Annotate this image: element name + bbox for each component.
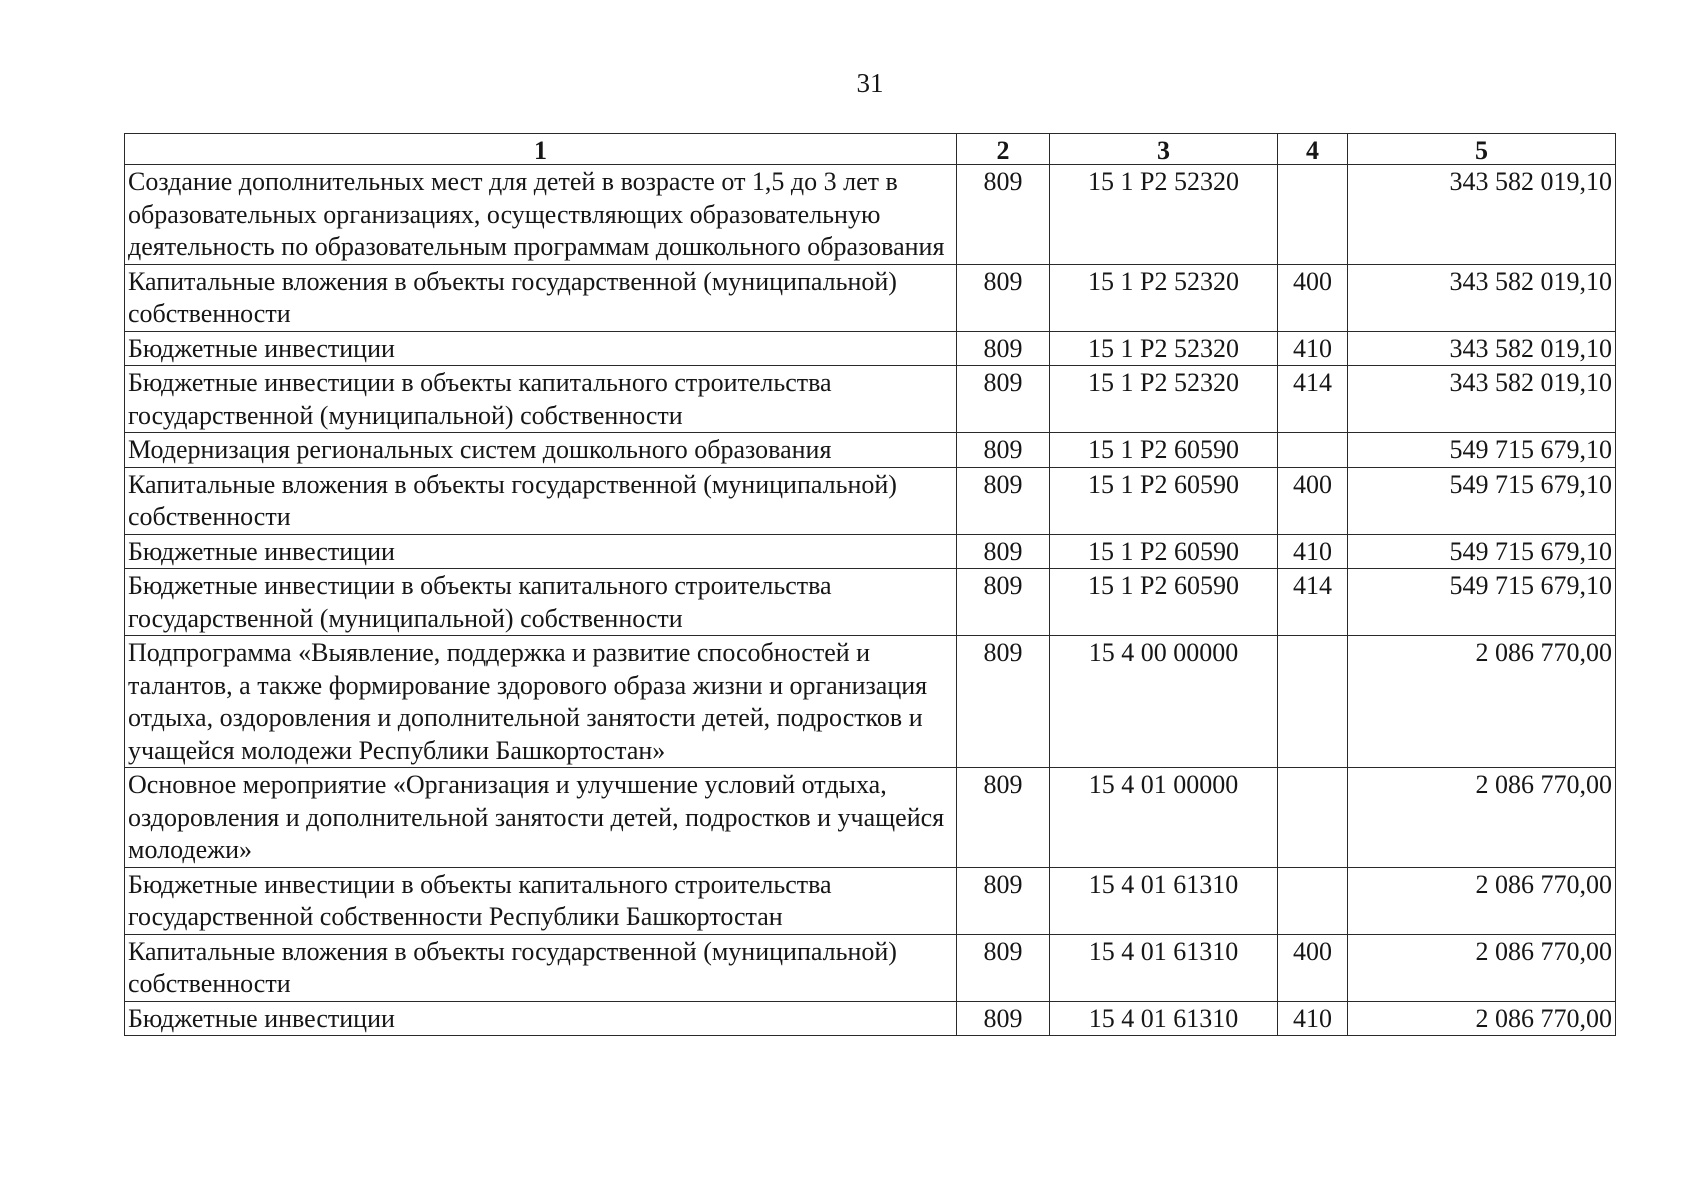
- row-target-code: 15 1 P2 52320: [1050, 264, 1278, 331]
- row-target-code: 15 1 P2 60590: [1050, 433, 1278, 468]
- header-col-1: 1: [125, 134, 957, 165]
- row-expense-type: 400: [1278, 264, 1348, 331]
- row-admin-code: 809: [957, 934, 1050, 1001]
- row-expense-type: 410: [1278, 1001, 1348, 1036]
- row-target-code: 15 4 01 61310: [1050, 934, 1278, 1001]
- row-name: Подпрограмма «Выявление, поддержка и развитие способностей и талантов, а также формирование здорового образа жизни и организация отдыха, оздоровления и дополнительной занятости детей, подростков и учащейся молодежи Республики Башкортостан»: [125, 636, 957, 768]
- row-target-code: 15 1 P2 52320: [1050, 366, 1278, 433]
- row-admin-code: 809: [957, 264, 1050, 331]
- table-row: [125, 433, 1616, 468]
- row-amount: 343 582 019,10: [1348, 331, 1616, 366]
- row-target-code: 15 1 P2 52320: [1050, 165, 1278, 265]
- table-row: [125, 1001, 1616, 1036]
- row-admin-code: 809: [957, 636, 1050, 768]
- row-amount: 2 086 770,00: [1348, 867, 1616, 934]
- table-row: [125, 467, 1616, 534]
- row-name: Бюджетные инвестиции: [125, 534, 957, 569]
- row-amount: 549 715 679,10: [1348, 569, 1616, 636]
- row-admin-code: 809: [957, 867, 1050, 934]
- row-target-code: 15 4 01 61310: [1050, 1001, 1278, 1036]
- row-expense-type: [1278, 165, 1348, 265]
- table-row: [125, 366, 1616, 433]
- table-row: [125, 264, 1616, 331]
- header-row: [125, 134, 1616, 165]
- table-row: [125, 165, 1616, 265]
- row-admin-code: 809: [957, 768, 1050, 868]
- row-admin-code: 809: [957, 1001, 1050, 1036]
- table-row: [125, 331, 1616, 366]
- row-expense-type: 414: [1278, 569, 1348, 636]
- row-name: Бюджетные инвестиции в объекты капитального строительства государственной собственности Республики Башкортостан: [125, 867, 957, 934]
- row-amount: 2 086 770,00: [1348, 768, 1616, 868]
- row-admin-code: 809: [957, 331, 1050, 366]
- row-admin-code: 809: [957, 467, 1050, 534]
- row-amount: 2 086 770,00: [1348, 636, 1616, 768]
- budget-table: [124, 133, 1616, 1036]
- row-amount: 2 086 770,00: [1348, 1001, 1616, 1036]
- header-col-4: 4: [1278, 134, 1348, 165]
- row-name: Капитальные вложения в объекты государственной (муниципальной) собственности: [125, 934, 957, 1001]
- row-name: Модернизация региональных систем дошкольного образования: [125, 433, 957, 468]
- row-amount: 549 715 679,10: [1348, 467, 1616, 534]
- row-expense-type: 414: [1278, 366, 1348, 433]
- row-amount: 343 582 019,10: [1348, 366, 1616, 433]
- page-number: 31: [856, 68, 884, 98]
- row-target-code: 15 4 00 00000: [1050, 636, 1278, 768]
- row-amount: 549 715 679,10: [1348, 534, 1616, 569]
- table-header: [125, 134, 1616, 165]
- row-target-code: 15 4 01 00000: [1050, 768, 1278, 868]
- row-expense-type: [1278, 433, 1348, 468]
- row-expense-type: 400: [1278, 467, 1348, 534]
- row-amount: 343 582 019,10: [1348, 264, 1616, 331]
- table-row: [125, 867, 1616, 934]
- row-amount: 343 582 019,10: [1348, 165, 1616, 265]
- row-admin-code: 809: [957, 165, 1050, 265]
- row-admin-code: 809: [957, 433, 1050, 468]
- row-name: Капитальные вложения в объекты государственной (муниципальной) собственности: [125, 264, 957, 331]
- row-name: Создание дополнительных мест для детей в возрасте от 1,5 до 3 лет в образовательных организациях, осуществляющих образовательную деятельность по образовательным программам дошкольного образования: [125, 165, 957, 265]
- table-row: [125, 934, 1616, 1001]
- table-body: [125, 165, 1616, 1036]
- row-target-code: 15 1 P2 60590: [1050, 467, 1278, 534]
- row-name: Бюджетные инвестиции в объекты капитального строительства государственной (муниципальной) собственности: [125, 366, 957, 433]
- row-expense-type: 410: [1278, 331, 1348, 366]
- row-expense-type: [1278, 636, 1348, 768]
- table-row: [125, 534, 1616, 569]
- row-expense-type: 400: [1278, 934, 1348, 1001]
- row-name: Капитальные вложения в объекты государственной (муниципальной) собственности: [125, 467, 957, 534]
- row-admin-code: 809: [957, 569, 1050, 636]
- row-name: Бюджетные инвестиции: [125, 1001, 957, 1036]
- header-col-2: 2: [957, 134, 1050, 165]
- row-amount: 549 715 679,10: [1348, 433, 1616, 468]
- row-target-code: 15 1 P2 52320: [1050, 331, 1278, 366]
- row-name: Основное мероприятие «Организация и улучшение условий отдыха, оздоровления и дополнительной занятости детей, подростков и учащейся молодежи»: [125, 768, 957, 868]
- table-row: [125, 569, 1616, 636]
- header-col-3: 3: [1050, 134, 1278, 165]
- table-row: [125, 636, 1616, 768]
- row-target-code: 15 1 P2 60590: [1050, 534, 1278, 569]
- row-name: Бюджетные инвестиции: [125, 331, 957, 366]
- row-expense-type: 410: [1278, 534, 1348, 569]
- row-target-code: 15 4 01 61310: [1050, 867, 1278, 934]
- header-col-5: 5: [1348, 134, 1616, 165]
- row-expense-type: [1278, 867, 1348, 934]
- row-admin-code: 809: [957, 366, 1050, 433]
- row-name: Бюджетные инвестиции в объекты капитального строительства государственной (муниципальной) собственности: [125, 569, 957, 636]
- row-target-code: 15 1 P2 60590: [1050, 569, 1278, 636]
- table-row: [125, 768, 1616, 868]
- row-amount: 2 086 770,00: [1348, 934, 1616, 1001]
- row-expense-type: [1278, 768, 1348, 868]
- row-admin-code: 809: [957, 534, 1050, 569]
